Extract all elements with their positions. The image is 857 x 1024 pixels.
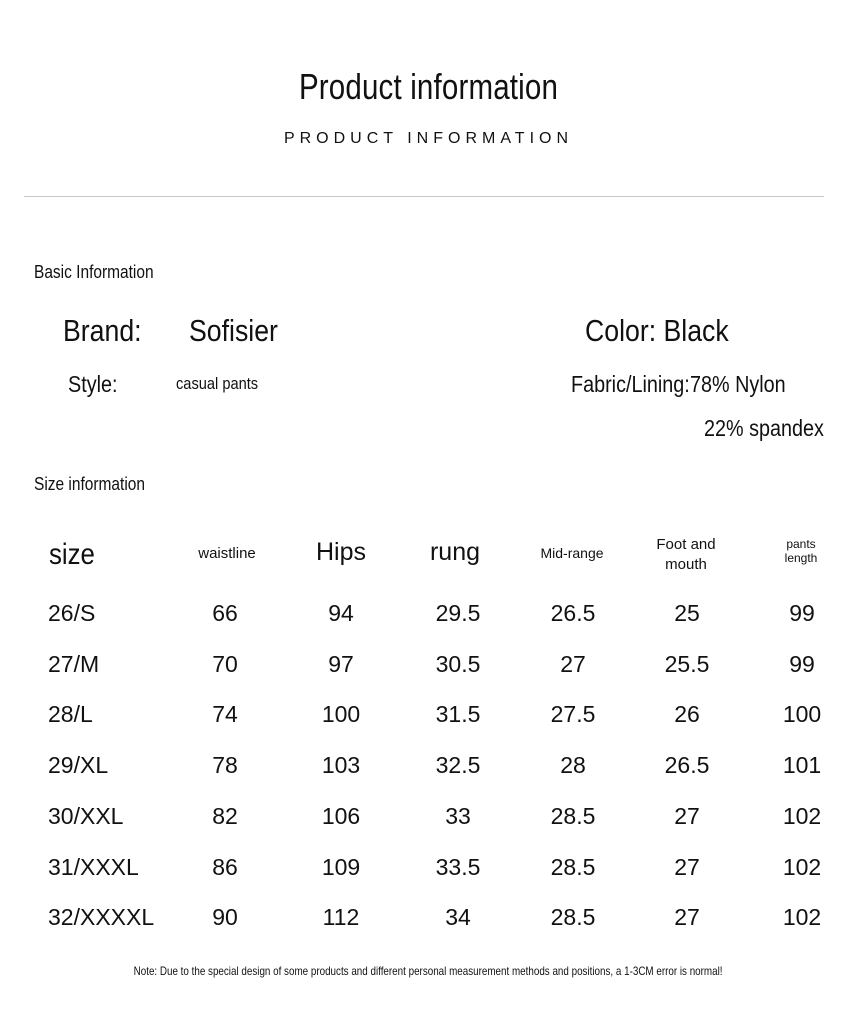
cell-midrange: 28.5 [550,802,596,829]
header-pants-line2: length [784,551,818,565]
header-midrange-label: Mid-range [540,545,604,561]
footnote-text: Note: Due to the special design of some products and different personal measurement methods and positions, a 1-3CM error is normal! [134,964,723,978]
cell-waistline: 82 [212,802,238,829]
cell-pants-length: 99 [789,650,815,677]
page-subtitle: PRODUCT INFORMATION [283,130,574,147]
header-foot-line2: mouth [665,556,707,573]
cell-size: 27/M [48,650,100,677]
cell-midrange: 26.5 [550,600,596,626]
cell-waistline: 90 [212,904,238,931]
cell-rung: 34 [445,904,471,931]
header-rung [430,538,480,567]
cell-pants-length: 99 [789,600,815,626]
cell-foot-mouth: 26 [674,701,700,728]
header-rung-label: rung [429,538,481,566]
cell-rung: 33 [445,802,471,829]
cell-foot-mouth: 25 [674,600,700,626]
header-hips [316,538,366,567]
header-foot-line1: Foot and [656,536,716,553]
cell-pants-length: 102 [782,853,822,880]
fabric-value-line2: 22% spandex [704,415,824,441]
cell-hips: 112 [322,904,360,931]
brand-value: Sofisier [189,313,278,348]
cell-hips: 106 [321,802,361,829]
cell-midrange: 28.5 [550,853,596,880]
cell-midrange: 27 [560,650,586,677]
cell-foot-mouth: 27 [674,904,700,931]
cell-foot-mouth: 26.5 [664,752,710,779]
cell-midrange: 27.5 [550,701,596,728]
cell-foot-mouth: 25.5 [664,650,710,677]
fabric-label: Fabric/Lining: [571,371,690,397]
basic-info-heading: Basic Information [34,262,154,282]
page-title: Product information [298,66,559,107]
cell-pants-length: 102 [782,802,822,829]
divider [24,196,824,197]
header-waistline-label: waistline [198,545,256,562]
header-waistline [198,544,256,564]
cell-hips: 109 [321,853,361,880]
cell-size: 26/S [48,600,96,626]
cell-size: 29/XL [48,752,109,779]
cell-hips: 97 [328,650,354,677]
cell-size: 28/L [48,701,93,728]
size-info-heading: Size information [34,474,145,494]
cell-foot-mouth: 27 [674,802,700,829]
color-label: Color: Black [585,313,729,348]
cell-rung: 29.5 [435,600,481,626]
cell-waistline: 74 [212,701,238,728]
cell-rung: 33.5 [435,853,481,880]
brand-label: Brand: [63,313,142,348]
footnote [0,964,857,978]
cell-rung: 30.5 [435,650,481,677]
cell-size: 31/XXXL [48,853,139,880]
cell-pants-length: 101 [782,752,822,779]
cell-size: 32/XXXXL [48,904,155,931]
style-value: casual pants [176,374,259,393]
cell-hips: 103 [321,752,361,779]
header-midrange [540,543,603,563]
style-label: Style: [68,371,118,397]
cell-hips: 100 [321,701,361,728]
cell-waistline: 86 [212,853,238,880]
cell-waistline: 66 [212,600,238,626]
cell-size: 30/XXL [48,802,124,829]
header-foot-mouth [656,535,715,575]
cell-waistline: 70 [212,650,238,677]
header-size: size [49,538,95,571]
header-hips-label: Hips [315,538,367,566]
cell-pants-length: 102 [782,904,822,931]
cell-rung: 32.5 [435,752,481,779]
cell-foot-mouth: 27 [674,853,700,880]
cell-pants-length: 100 [782,701,822,728]
fabric-value-line1: 78% Nylon [690,371,786,397]
cell-hips: 94 [328,600,354,626]
header-pants-length [785,537,818,565]
cell-midrange: 28 [560,752,586,779]
cell-rung: 31.5 [435,701,481,728]
header-pants-line1: pants [786,537,816,551]
cell-waistline: 78 [212,752,238,779]
cell-midrange: 28.5 [550,904,596,931]
